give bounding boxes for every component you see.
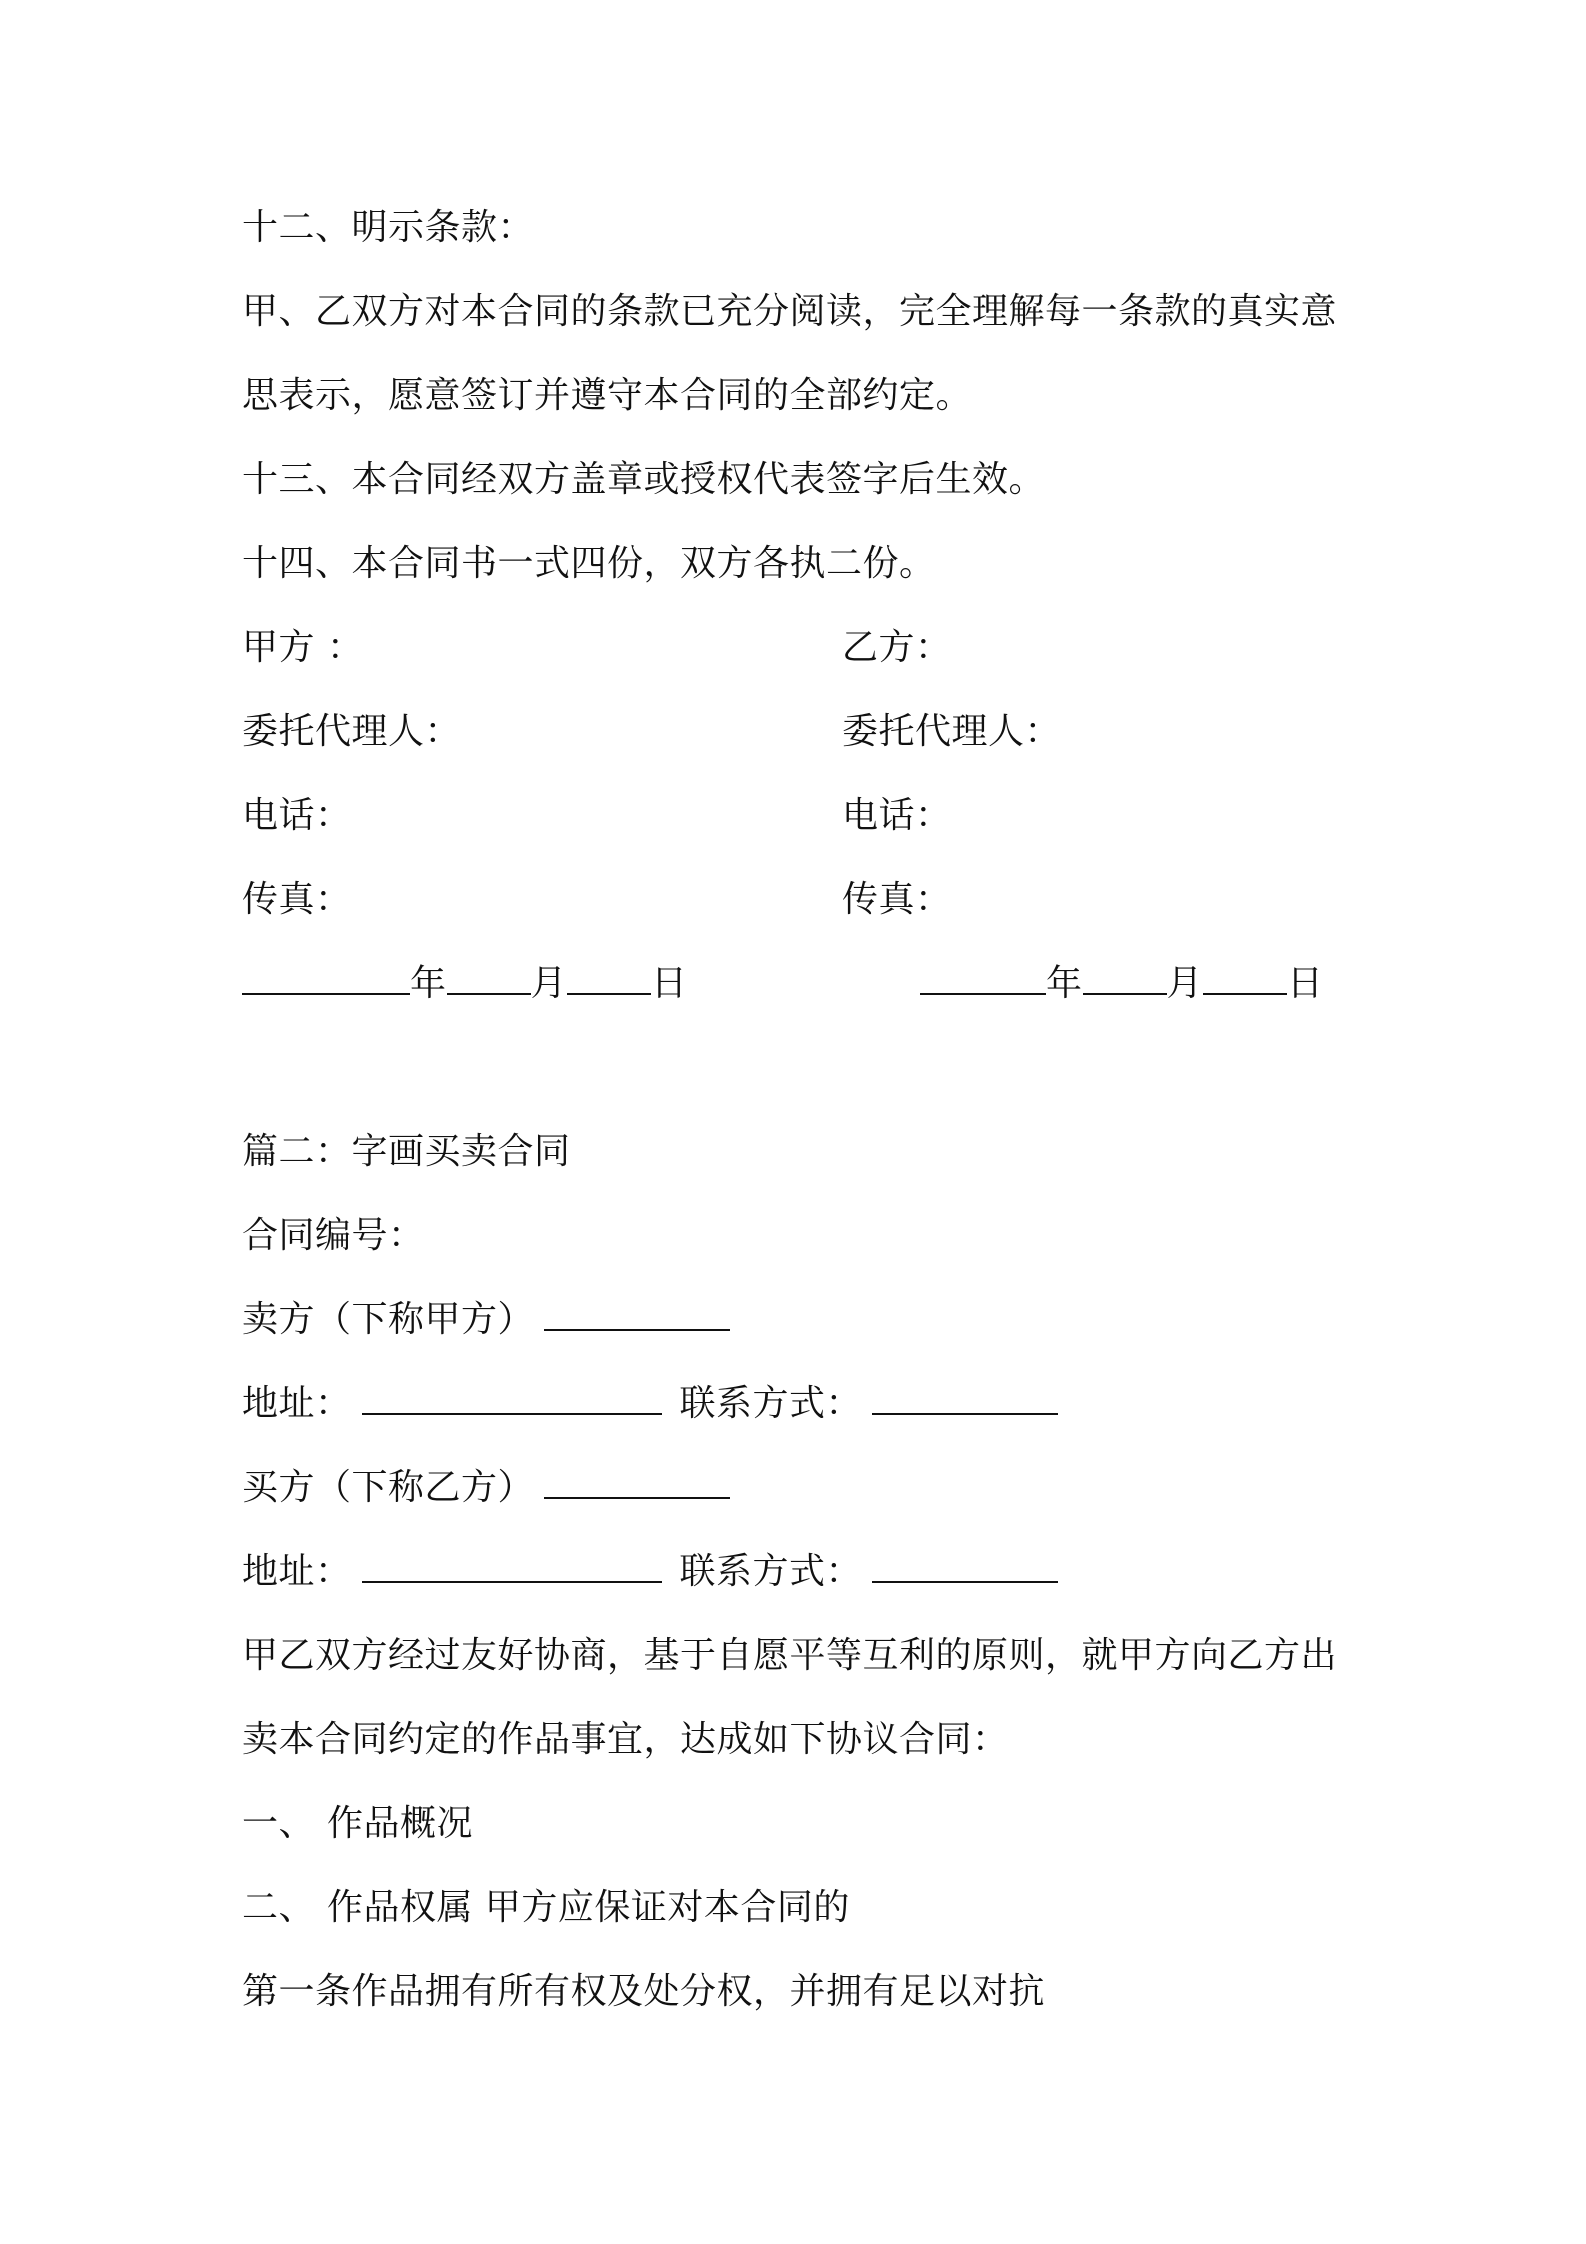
phone-a-label: 电话： xyxy=(242,795,352,836)
agent-a-label: 委托代理人： xyxy=(242,711,462,752)
date-b-month-label: 月 xyxy=(1166,963,1204,1004)
section-12-paragraph-line-2: 思表示，愿意签订并遵守本合同的全部约定。 xyxy=(242,375,973,416)
buyer-blank xyxy=(544,1465,730,1499)
seller-address-label: 地址： xyxy=(242,1383,352,1424)
seller-contact-label: 联系方式： xyxy=(679,1383,863,1424)
fax-b-label: 传真： xyxy=(842,879,952,920)
intro-line-2: 卖本合同约定的作品事宜，达成如下协议合同： xyxy=(242,1719,1009,1760)
date-a-year-blank xyxy=(242,961,410,995)
section-12-paragraph-line-1: 甲、乙双方对本合同的条款已充分阅读，完全理解每一条款的真实意 xyxy=(242,291,1338,332)
date-b-day-blank xyxy=(1203,961,1287,995)
party-b-label: 乙方： xyxy=(842,627,952,668)
date-a-line xyxy=(242,960,688,1008)
date-a-day-label: 日 xyxy=(651,963,688,1004)
buyer-address-line xyxy=(242,1548,1058,1596)
intro-line-1: 甲乙双方经过友好协商，基于自愿平等互利的原则，就甲方向乙方出 xyxy=(242,1635,1338,1676)
date-b-year-label: 年 xyxy=(1046,963,1083,1004)
article-1-text: 第一条作品拥有所有权及处分权，并拥有足以对抗 xyxy=(242,1971,1046,2012)
seller-address-blank xyxy=(362,1381,662,1415)
seller-label: 卖方（下称甲方） xyxy=(242,1299,535,1340)
date-a-month-blank xyxy=(447,961,531,995)
section-13-text: 十三、本合同经双方盖章或授权代表签字后生效。 xyxy=(242,459,1046,500)
seller-contact-blank xyxy=(872,1381,1058,1415)
date-b-year-blank xyxy=(920,961,1046,995)
section-12-heading: 十二、明示条款： xyxy=(242,207,535,248)
date-b-day-label: 日 xyxy=(1287,963,1324,1004)
fax-a-label: 传真： xyxy=(242,879,352,920)
buyer-address-blank xyxy=(362,1549,662,1583)
phone-b-label: 电话： xyxy=(842,795,952,836)
seller-address-line xyxy=(242,1380,1058,1428)
date-a-month-label: 月 xyxy=(530,963,568,1004)
party-a-label: 甲方 ： xyxy=(242,627,364,668)
buyer-label: 买方（下称乙方） xyxy=(242,1467,535,1508)
buyer-address-label: 地址： xyxy=(242,1551,352,1592)
contract-number-label: 合同编号： xyxy=(242,1215,425,1256)
date-b-month-blank xyxy=(1083,961,1167,995)
date-b-line xyxy=(920,960,1324,1008)
seller-line xyxy=(242,1296,730,1344)
part-2-title: 篇二：字画买卖合同 xyxy=(242,1131,571,1172)
agent-b-label: 委托代理人： xyxy=(842,711,1062,752)
date-a-year-label: 年 xyxy=(410,963,447,1004)
item-1-heading: 一、 作品概况 xyxy=(242,1803,473,1844)
buyer-contact-blank xyxy=(872,1549,1058,1583)
buyer-line xyxy=(242,1464,730,1512)
section-14-text: 十四、本合同书一式四份，双方各执二份。 xyxy=(242,543,936,584)
seller-blank xyxy=(544,1297,730,1331)
item-2-heading: 二、 作品权属 甲方应保证对本合同的 xyxy=(242,1887,850,1928)
buyer-contact-label: 联系方式： xyxy=(679,1551,863,1592)
date-a-day-blank xyxy=(567,961,651,995)
